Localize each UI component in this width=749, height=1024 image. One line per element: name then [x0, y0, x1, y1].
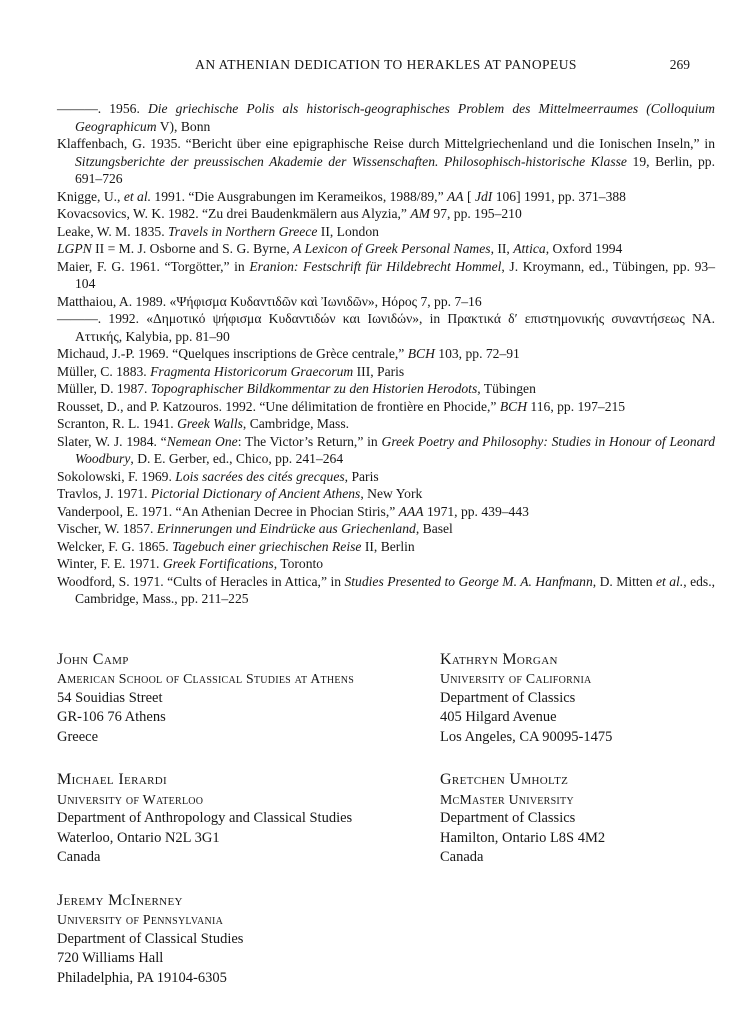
bib-text-segment: , D. E. Gerber, ed., Chico, pp. 241–264 — [130, 451, 344, 466]
author-affiliations — [57, 650, 715, 989]
bib-text-segment: Topographischer Bildkommentar zu den Historien Herodots — [150, 381, 478, 396]
bib-text-segment: Lois sacrées des cités grecques — [175, 468, 345, 484]
bib-text-segment: Travlos, J. 1971. — [57, 486, 151, 501]
bib-text-segment: Woodford, S. 1971. “Cults of Heracles in Attica,” in — [57, 573, 345, 589]
bib-text-segment: Vischer, W. 1857. — [57, 521, 157, 536]
author-address-line: Los Angeles, CA 90095-1475 — [440, 728, 613, 745]
bibliography-list — [57, 100, 715, 608]
bibliography-entry — [57, 503, 715, 521]
bib-text-segment: II, Berlin — [361, 538, 415, 554]
bib-text-segment: Die griechische Polis als historisch-geographisches Problem des Mittelmeerraumes (Colloquium Geographicum — [75, 101, 715, 134]
bib-text-segment: [ — [463, 188, 475, 204]
author-address-line: 720 Williams Hall — [57, 950, 164, 966]
bibliography-entry — [57, 485, 715, 503]
bib-text-segment: , Paris — [344, 468, 379, 484]
bib-text-segment: Kovacsovics, W. K. 1982. “Zu drei Baudenkmälern aus Alyzia,” — [57, 206, 411, 221]
author-affiliation: University of Waterloo — [57, 791, 204, 807]
bib-text-segment: , New York — [360, 486, 423, 501]
bib-text-segment: Travels in Northern Greece — [168, 223, 318, 239]
author-block — [57, 891, 440, 989]
bib-text-segment: , D. Mitten — [592, 573, 656, 589]
author-affiliation: University of Pennsylvania — [57, 912, 224, 927]
author-address-line: Department of Classics — [440, 689, 576, 706]
bib-text-segment: III, Paris — [353, 363, 405, 379]
bib-text-segment: Müller, D. 1987. — [57, 381, 151, 396]
bib-text-segment: 103, pp. 72–91 — [434, 346, 520, 361]
bib-text-segment: , Basel — [415, 521, 453, 536]
bibliography-entry — [57, 415, 715, 433]
author-block — [57, 650, 440, 748]
bibliography-entry — [57, 345, 715, 363]
bib-text-segment: Fragmenta Historicorum Graecorum — [150, 363, 354, 379]
bibliography-entry — [57, 538, 715, 556]
bibliography-entry — [57, 380, 715, 398]
bibliography-entry — [57, 520, 715, 538]
bib-text-segment: Greek Walls — [177, 416, 243, 431]
bibliography-entry — [57, 135, 715, 188]
bib-text-segment: 106] 1991, pp. 371–388 — [492, 188, 626, 204]
author-block — [440, 650, 715, 748]
author-address-line: Canada — [440, 849, 484, 865]
bib-text-segment: Winter, F. E. 1971. — [57, 556, 163, 571]
bib-text-segment: , Tübingen — [477, 381, 536, 396]
bib-text-segment: Attica — [513, 241, 546, 256]
author-address-line: Canada — [57, 849, 101, 865]
bib-text-segment: V), Bonn — [156, 118, 211, 134]
bib-text-segment: , eds., Cambridge, Mass., pp. 211–225 — [75, 573, 716, 606]
bibliography-entry — [57, 310, 715, 345]
bib-text-segment: , Oxford 1994 — [545, 241, 623, 256]
bib-text-segment: 1971, pp. 439–443 — [423, 503, 529, 519]
author-affiliation: McMaster University — [440, 791, 574, 807]
bib-text-segment: 19, Berlin, pp. 691–726 — [75, 153, 716, 186]
bib-text-segment: , Toronto — [273, 556, 324, 571]
bib-text-segment: Leake, W. M. 1835. — [57, 223, 168, 239]
author-affiliation: American School of Classical Studies at Athens — [57, 671, 355, 686]
bib-text-segment: II, London — [317, 223, 379, 239]
author-block — [57, 770, 440, 868]
page-header — [57, 57, 715, 75]
bibliography-entry — [57, 100, 715, 135]
author-address-line: Waterloo, Ontario N2L 3G1 — [57, 829, 220, 846]
bib-text-segment: ———. 1992. «Δημοτικό ψήφισμα Κυδαντιδών και Ιωνιδών», in Πρακτικά δ′ επιστημονικής συναντήσεως ΝΑ. Αττικής, Kalybia, pp. 81–90 — [57, 311, 715, 344]
bib-text-segment: ———. 1956. — [57, 101, 148, 116]
bib-text-segment: AA — [447, 188, 464, 204]
bib-text-segment: Studies Presented to George M. A. Hanfmann — [344, 573, 593, 589]
page-number: 269 — [669, 57, 690, 72]
bib-text-segment: Klaffenbach, G. 1935. “Bericht über eine epigraphische Reise durch Mittelgriechenland und die Ionischen Inseln,” in — [57, 136, 715, 151]
bibliography-entry — [57, 258, 715, 293]
bibliography-entry — [57, 398, 715, 416]
bib-text-segment: BCH — [407, 346, 435, 361]
bib-text-segment: Greek Poetry and Philosophy: Studies in Honour of Leonard Woodbury — [75, 433, 716, 466]
bib-text-segment: Pictorial Dictionary of Ancient Athens — [150, 486, 361, 501]
bibliography-entry — [57, 573, 715, 608]
bib-text-segment: JdI — [474, 188, 493, 204]
bib-text-segment: Scranton, R. L. 1941. — [57, 416, 178, 431]
bib-text-segment: Sokolowski, F. 1969. — [57, 468, 176, 484]
author-affiliation: University of California — [440, 671, 592, 686]
bib-text-segment: 116, pp. 197–215 — [527, 398, 626, 414]
bib-text-segment: AM — [410, 206, 430, 221]
author-address-line: Hamilton, Ontario L8S 4M2 — [440, 829, 606, 846]
bib-text-segment: 97, pp. 195–210 — [430, 206, 522, 221]
bib-text-segment: Slater, W. J. 1984. “ — [57, 433, 167, 449]
author-address-line: Department of Classical Studies — [57, 930, 244, 947]
bibliography-entry — [57, 363, 715, 381]
author-address-line: Department of Classics — [440, 810, 576, 826]
bib-text-segment: Nemean One — [166, 433, 238, 449]
bibliography-entry — [57, 433, 715, 468]
bibliography-entry — [57, 240, 715, 258]
bib-text-segment: Greek Fortifications — [162, 556, 274, 571]
author-name: Kathryn Morgan — [440, 650, 558, 668]
bib-text-segment: Matthaiou, A. 1989. «Ψήφισμα Κυδαντιδῶν καὶ Ἰωνιδῶν», Ηόρος 7, pp. 7–16 — [57, 293, 482, 309]
author-address-line: GR-106 76 Athens — [57, 709, 166, 725]
author-address-line: 405 Hilgard Avenue — [440, 709, 557, 725]
bibliography-entry — [57, 555, 715, 573]
bib-text-segment: et al. — [655, 573, 684, 589]
bibliography-entry — [57, 205, 715, 223]
bib-text-segment: Rousset, D., and P. Katzouros. 1992. “Une délimitation de frontière en Phocide,” — [57, 398, 500, 414]
author-address-line: 54 Souidias Street — [57, 689, 163, 706]
running-title: AN ATHENIAN DEDICATION TO HERAKLES AT PANOPEUS — [195, 57, 577, 72]
bib-text-segment: Knigge, U., — [57, 188, 124, 204]
bibliography-entry — [57, 468, 715, 486]
bib-text-segment: , II, — [490, 241, 514, 256]
author-address-line: Department of Anthropology and Classical Studies — [57, 810, 353, 826]
bib-text-segment: LGPN — [57, 241, 92, 256]
author-name: Michael Ierardi — [57, 771, 168, 788]
author-block — [440, 770, 715, 868]
bib-text-segment: , Cambridge, Mass. — [242, 416, 350, 431]
author-name: Jeremy McInerney — [57, 891, 183, 909]
bibliography-entry — [57, 188, 715, 206]
bibliography-entry — [57, 293, 715, 311]
author-name: John Camp — [57, 650, 129, 668]
author-address-line: Philadelphia, PA 19104-6305 — [57, 969, 227, 986]
bib-text-segment: Sitzungsberichte der preussischen Akademie der Wissenschaften. Philosophisch-historische Klasse — [75, 153, 627, 169]
bib-text-segment: BCH — [499, 398, 528, 414]
bib-text-segment: Erinnerungen und Eindrücke aus Griechenland — [156, 521, 416, 536]
bib-text-segment: Vanderpool, E. 1971. “An Athenian Decree in Phocian Stiris,” — [57, 503, 399, 519]
bibliography-entry — [57, 223, 715, 241]
bib-text-segment: II = M. J. Osborne and S. G. Byrne, — [91, 241, 294, 256]
bib-text-segment: AAA — [398, 503, 424, 519]
bib-text-segment: Maier, F. G. 1961. “Torgötter,” in — [57, 258, 250, 274]
bib-text-segment: Welcker, F. G. 1865. — [57, 538, 173, 554]
bib-text-segment: Eranion: Festschrift für Hildebrecht Hommel — [249, 258, 502, 274]
bib-text-segment: 1991. “Die Ausgrabungen im Kerameikos, 1988/89,” — [151, 188, 447, 204]
author-name: Gretchen Umholtz — [440, 771, 569, 788]
bib-text-segment: Müller, C. 1883. — [57, 363, 151, 379]
bib-text-segment: , J. Kroymann, ed., Tübingen, pp. 93–104 — [75, 258, 716, 291]
bib-text-segment: Michaud, J.-P. 1969. “Quelques inscriptions de Grèce centrale,” — [57, 346, 408, 361]
bib-text-segment: et al. — [123, 188, 152, 204]
bib-text-segment: Tagebuch einer griechischen Reise — [172, 538, 362, 554]
bib-text-segment: : The Victor’s Return,” in — [237, 433, 382, 449]
author-address-line: Greece — [57, 728, 99, 745]
bib-text-segment: A Lexicon of Greek Personal Names — [293, 241, 491, 256]
